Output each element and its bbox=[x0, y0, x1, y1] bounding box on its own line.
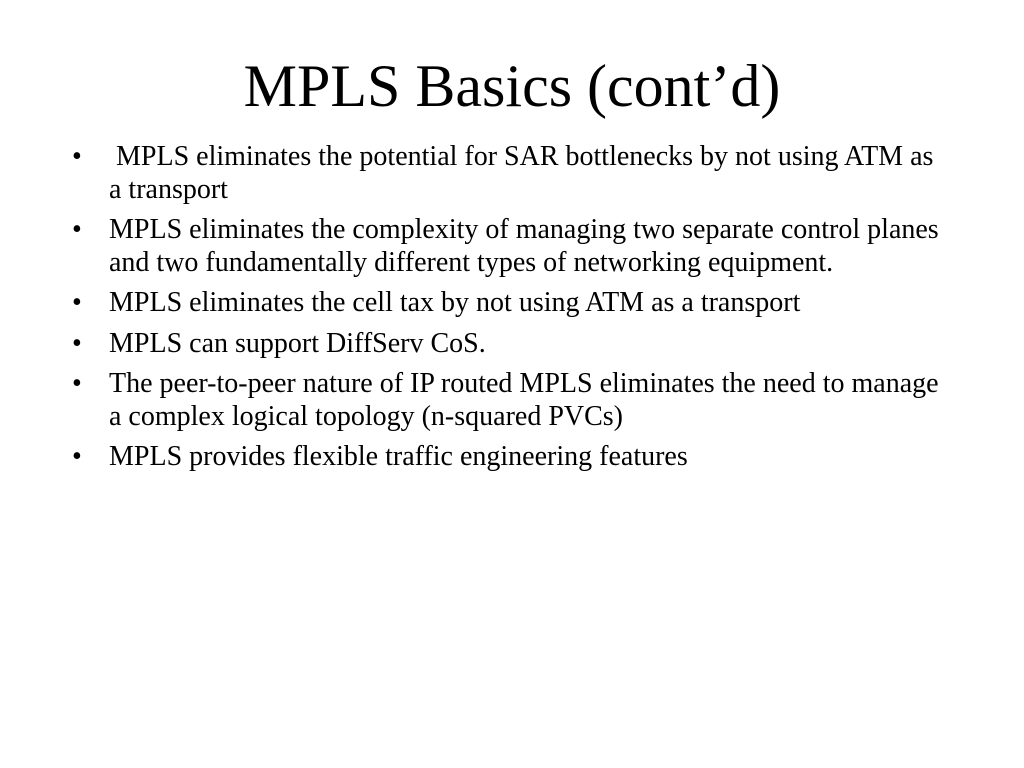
bullet-text: The peer-to-peer nature of IP routed MPLS eliminates the need to manage a complex logical topology (n-squared PVCs) bbox=[109, 368, 939, 432]
bullet-item bbox=[72, 368, 952, 433]
bullet-icon: • bbox=[72, 141, 82, 172]
bullet-icon: • bbox=[72, 327, 82, 359]
bullet-item bbox=[72, 328, 952, 361]
bullet-text: MPLS provides flexible traffic engineering features bbox=[109, 441, 688, 472]
bullet-item bbox=[72, 141, 952, 206]
bullet-icon: • bbox=[72, 441, 82, 472]
bullet-text: MPLS eliminates the complexity of managing two separate control planes and two fundamentally different types of networking equipment. bbox=[109, 214, 939, 278]
bullet-text: MPLS can support DiffServ CoS. bbox=[109, 327, 486, 359]
bullet-text: MPLS eliminates the potential for SAR bottlenecks by not using ATM as a transport bbox=[109, 141, 941, 205]
bullet-item bbox=[72, 441, 952, 474]
bullet-list bbox=[72, 141, 952, 482]
bullet-icon: • bbox=[72, 287, 82, 318]
slide-title: MPLS Basics (cont’d) bbox=[243, 53, 781, 119]
bullet-item bbox=[72, 287, 952, 320]
bullet-icon: • bbox=[72, 368, 82, 399]
bullet-icon: • bbox=[72, 214, 82, 245]
bullet-text: MPLS eliminates the cell tax by not using ATM as a transport bbox=[109, 287, 801, 318]
bullet-item bbox=[72, 214, 952, 279]
